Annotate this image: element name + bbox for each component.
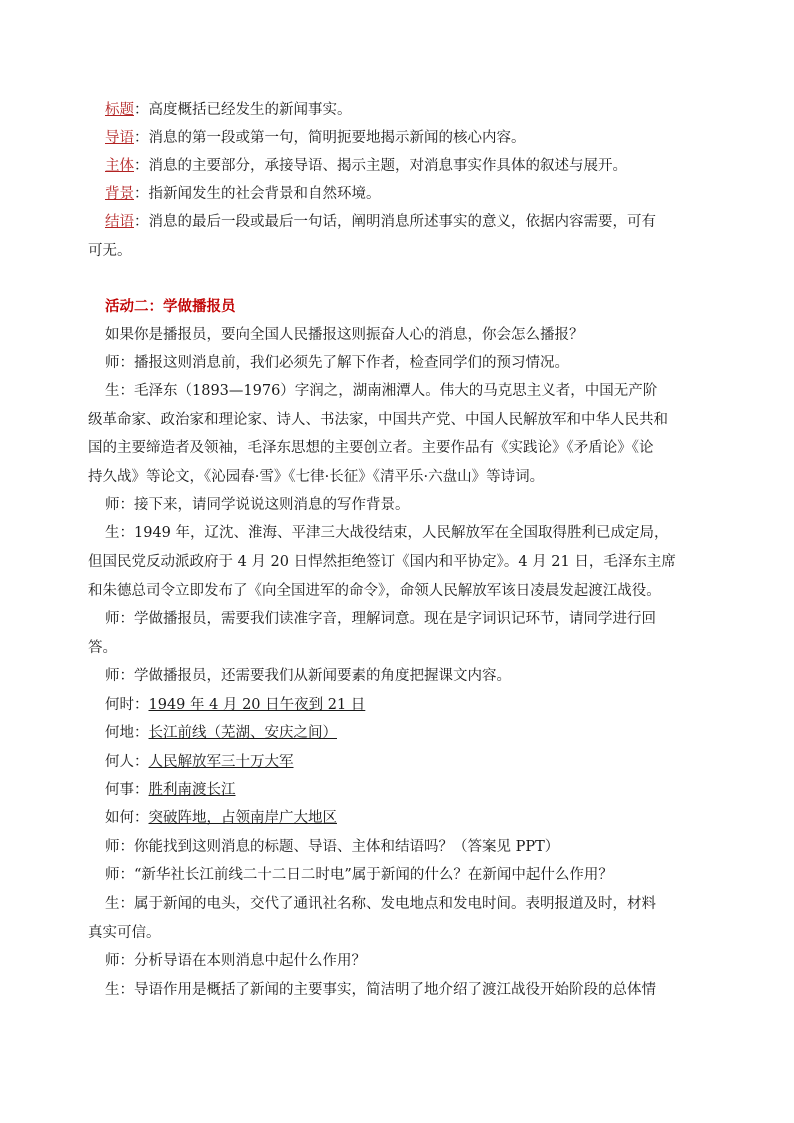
- term-label: 主体: [105, 158, 134, 174]
- term-label: 背景: [105, 186, 134, 202]
- paragraph-background: 生：1949 年，辽沈、淮海、平津三大战役结束，人民解放军在全国取得胜利已成定局，: [105, 525, 669, 541]
- paragraph: 生：导语作用是概括了新闻的主要事实，简洁明了地介绍了渡江战役开始阶段的总体情: [105, 982, 656, 998]
- term-label: 标题: [105, 102, 134, 118]
- paragraph: 师：学做播报员，还需要我们从新闻要素的角度把握课文内容。: [105, 668, 511, 684]
- definition-body: 主体：消息的主要部分，承接导语、揭示主题，对消息事实作具体的叙述与展开。: [105, 158, 627, 174]
- paragraph-background-cont: 和朱德总司令立即发布了《向全国进军的命令》，命领人民解放军该日凌晨发起渡江战役。: [88, 583, 661, 599]
- paragraph-author: 生：毛泽东（1893—1976）字润之，湖南湘潭人。伟大的马克思主义者，中国无产阶: [105, 383, 658, 399]
- element-value: 突破阵地，占领南岸广大地区: [148, 810, 337, 826]
- definition-background: 背景：指新闻发生的社会背景和自然环境。: [105, 186, 381, 202]
- element-where: 何地：长江前线（芜湖、安庆之间）: [105, 725, 337, 741]
- definition-lead: 导语：消息的第一段或第一句，简明扼要地揭示新闻的核心内容。: [105, 130, 526, 146]
- paragraph-cont: 真实可信。: [88, 925, 161, 941]
- paragraph: 师：接下来，请同学说说这则消息的写作背景。: [105, 497, 410, 513]
- element-who: 何人：人民解放军三十万大军: [105, 754, 294, 770]
- paragraph-author-cont: 国的主要缔造者及领袖，毛泽东思想的主要创立者。主要作品有《实践论》《矛盾论》《论: [88, 440, 654, 456]
- paragraph: 师：播报这则消息前，我们必须先了解下作者，检查同学们的预习情况。: [105, 355, 569, 371]
- definition-title: 标题：高度概括已经发生的新闻事实。: [105, 102, 352, 118]
- element-when: 何时：1949 年 4 月 20 日午夜到 21 日: [105, 697, 366, 713]
- element-value: 胜利南渡长江: [148, 782, 236, 798]
- element-what: 何事：胜利南渡长江: [105, 782, 236, 798]
- element-how: 如何：突破阵地，占领南岸广大地区: [105, 810, 337, 826]
- paragraph: 生：属于新闻的电头，交代了通讯社名称、发电地点和发电时间。表明报道及时，材料: [105, 896, 656, 912]
- element-value: 1949 年 4 月 20 日午夜到 21 日: [148, 697, 366, 713]
- term-label: 导语: [105, 130, 134, 146]
- definition-conclusion-cont: 可无。: [88, 243, 132, 259]
- paragraph-author-cont: 级革命家、政治家和理论家、诗人、书法家，中国共产党、中国人民解放军和中华人民共和: [88, 412, 668, 428]
- definition-conclusion: 结语：消息的最后一段或最后一句话，阐明消息所述事实的意义，依据内容需要，可有: [105, 214, 656, 230]
- activity-heading: 活动二：学做播报员: [105, 299, 236, 315]
- paragraph: 师：学做播报员，需要我们读准字音，理解词意。现在是字词识记环节，请同学进行回: [105, 611, 656, 627]
- paragraph-cont: 答。: [88, 640, 117, 656]
- paragraph: 师：“新华社长江前线二十二日二时电”属于新闻的什么？在新闻中起什么作用？: [105, 867, 613, 883]
- paragraph: 师：你能找到这则消息的标题、导语、主体和结语吗？（答案见 PPT）: [105, 839, 560, 855]
- paragraph-author-cont: 持久战》等论文，《沁园春·雪》《七律·长征》《清平乐·六盘山》等诗词。: [88, 469, 545, 485]
- paragraph: 如果你是播报员，要向全国人民播报这则振奋人心的消息，你会怎么播报？: [105, 327, 584, 343]
- paragraph-background-cont: 但国民党反动派政府于 4 月 20 日悍然拒绝签订《国内和平协定》。4 月 21 日，毛泽东主席: [88, 554, 676, 570]
- element-value: 人民解放军三十万大军: [148, 754, 294, 770]
- element-value: 长江前线（芜湖、安庆之间）: [148, 725, 337, 741]
- term-label: 结语: [105, 214, 134, 230]
- paragraph: 师：分析导语在本则消息中起什么作用？: [105, 953, 366, 969]
